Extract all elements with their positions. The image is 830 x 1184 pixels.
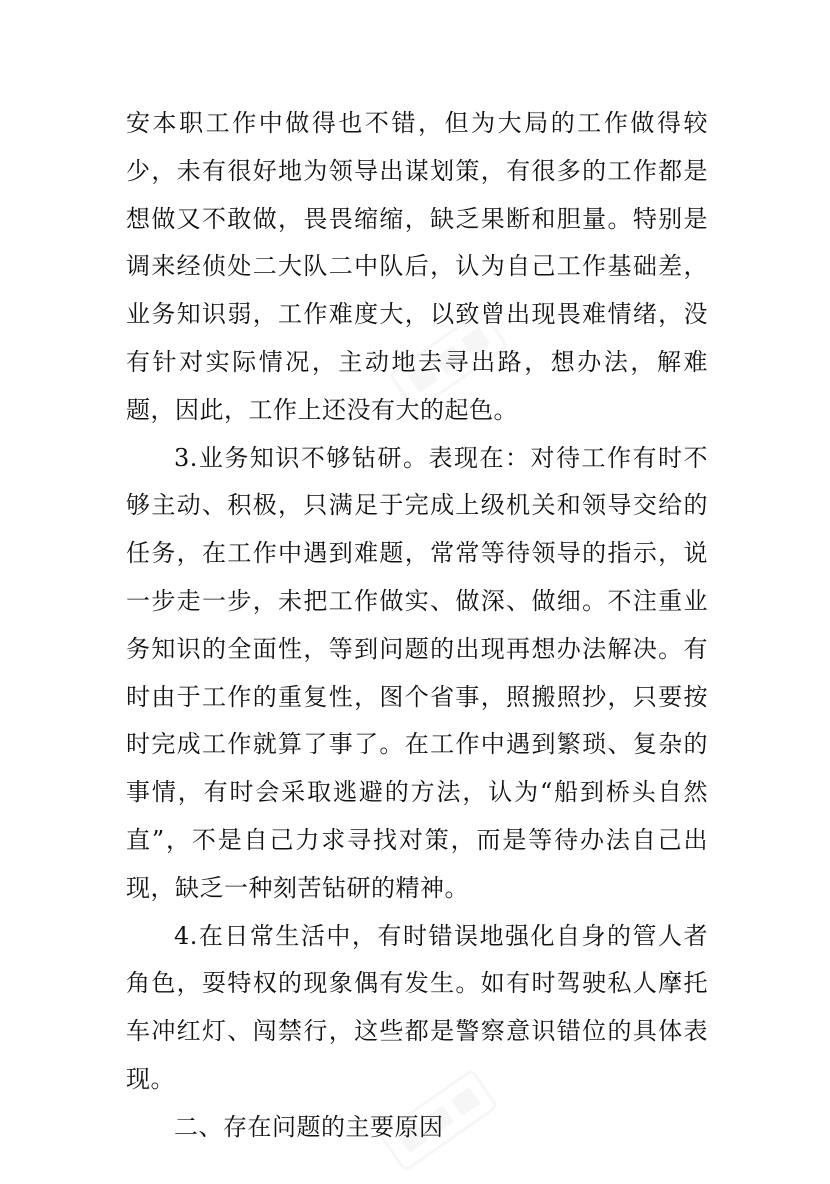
paragraph-item-4: 4.在日常生活中，有时错误地强化自身的管人者角色，耍特权的现象偶有发生。如有时驾驶私人摩托车冲红灯、闯禁行，这些都是警察意识错位的具体表现。 [126,921,708,1093]
document-body [126,100,708,1152]
section-heading: 二、存在问题的主要原因 [174,1112,444,1141]
paragraph-continuation: 安本职工作中做得也不错，但为大局的工作做得较少，未有很好地为领导出谋划策，有很多的工作都是想做又不敢做，畏畏缩缩，缺乏果断和胆量。特别是调来经侦处二大队二中队后，认为自己工作基础差，业务知识弱，工作难度大，以致曾出现畏难情绪，没有针对实际情况，主动地去寻出路，想办法，解难题，因此，工作上还没有大的起色。 [126,109,708,424]
paragraph-item-3: 3.业务知识不够钻研。表现在：对待工作有时不够主动、积极，只满足于完成上级机关和领导交给的任务，在工作中遇到难题，常常等待领导的指示，说一步走一步，未把工作做实、做深、做细。不注重业务知识的全面性，等到问题的出现再想办法解决。有时由于工作的重复性，图个省事，照搬照抄，只要按时完成工作就算了事了。在工作中遇到繁琐、复杂的事情，有时会采取逃避的方法，认为“船到桥头自然直”，不是自己力求寻找对策，而是等待办法自己出现，缺乏一种刻苦钻研的精神。 [126,443,708,902]
